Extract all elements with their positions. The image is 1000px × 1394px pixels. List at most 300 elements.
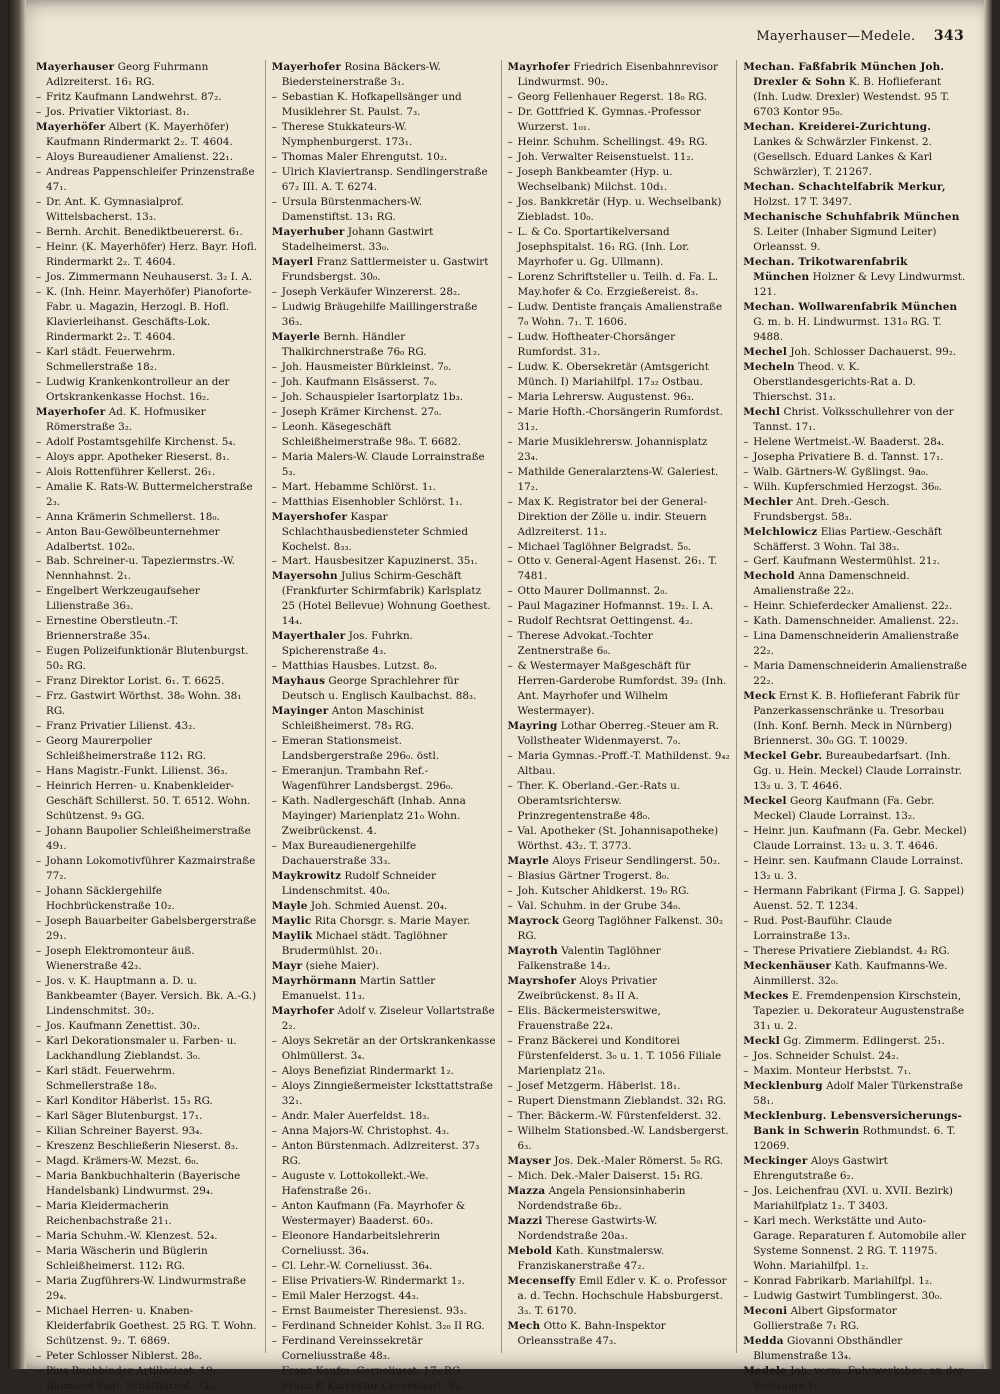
entry-surname: Mayerhofer [36,405,106,418]
directory-entry [272,255,496,285]
ditto-dash: – [36,1124,42,1137]
entry-text: Jos. Bankkretär (Hyp. u. Wechselbank) Ziebladst. 10₀. [517,195,722,223]
entry-text: Franz P. Korrektor Corneliusst. 9₃. [281,1379,463,1392]
entry-text: Therese Advokat.-Tochter Zentnerstraße 6₀. [517,630,653,658]
entry-text: Otto Maurer Dollmannst. 2₀. [517,585,668,598]
ditto-dash: – [36,1034,42,1047]
ditto-dash: – [36,1244,42,1257]
entry-text: Heinrich Herren- u. Knabenkleider-Geschäft Schillerst. 50. T. 6512. Wohn. Schützenst. 9₃ GG. [46,780,251,823]
directory-entry [272,1004,496,1034]
entry-surname: Mayr [271,960,303,973]
entry-surname: Mechl [743,405,781,418]
directory-sub-entry [508,300,732,330]
directory-sub-entry [36,375,260,405]
entry-text: Paul Magaziner Hofmannst. 19₂. I. A. [517,600,714,613]
directory-entry [743,569,967,599]
running-head-title: Mayerhauser—Medele. [756,29,916,44]
directory-sub-entry [743,1064,967,1079]
ditto-dash: – [271,150,277,163]
ditto-dash: – [271,285,277,298]
entry-surname: Mecheln [743,360,795,373]
entry-text: Leonh. Käsegeschäft Schleißheimerstraße 98₀. T. 6682. [281,420,462,448]
entry-text: Johann Säcklergehilfe Hochbrückenstraße 10₂. [46,885,175,913]
entry-text: Ther. K. Oberland.-Ger.-Rats u. Oberamtsrichtersw. Prinzregentenstraße 48₀. [517,780,681,823]
book-binding-shadow [8,0,26,1369]
entry-surname: Meckel [743,795,787,808]
ditto-dash: – [36,1169,42,1182]
directory-sub-entry [272,1169,496,1199]
entry-surname: Mebold [507,1244,553,1257]
entry-text: Andreas Pappenschleifer Prinzenstraße 47₁. [46,165,255,193]
ditto-dash: – [271,375,277,388]
entry-text: Joh. Schmied Auenst. 20₄. [307,900,448,913]
ditto-dash: – [36,780,42,793]
ditto-dash: – [507,885,513,898]
directory-sub-entry [508,749,732,779]
entry-text: Heinr. Schieferdecker Amalienst. 22₂. [753,600,953,613]
directory-sub-entry [743,854,967,884]
entry-text: Michael Taglöhner Belgradst. 5₀. [517,540,692,553]
directory-sub-entry [743,824,967,854]
directory-sub-entry [508,540,732,555]
entry-text: Gg. Zimmerm. Edlingerst. 25₁. [779,1034,945,1047]
directory-sub-entry [36,90,260,105]
entry-text: Bab. Schreiner-u. Tapeziermstrs.-W. Nennhahnst. 2₁. [46,555,235,583]
directory-sub-entry [508,1094,732,1109]
entry-surname: Mecenseffy [507,1274,576,1287]
entry-text: Maria Zugführers-W. Lindwurmstraße 29₄. [46,1274,246,1302]
entry-text: K. (Inh. Heinr. Mayerhöfer) Pianoforte-Fabr. u. Magazin, Herzogl. B. Hofl. Klavierleihanst. Geschäfts-Lok. Rindermarkt 2₂. T. 4604. [46,285,252,343]
directory-sub-entry [36,554,260,584]
directory-sub-entry [743,465,967,480]
entry-text: Joh. Schauspieler Isartorplatz 1b₃. [281,390,464,403]
directory-sub-entry [272,1319,496,1334]
directory-sub-entry [508,135,732,150]
ditto-dash: – [271,1304,277,1317]
directory-sub-entry [36,719,260,734]
ditto-dash: – [271,1064,277,1077]
entry-text: Lorenz Schriftsteller u. Teilh. d. Fa. L. May.hofer & Co. Erzgießereist. 8₃. [517,270,719,298]
directory-sub-entry [508,360,732,390]
directory-entry [272,674,496,704]
ditto-dash: – [507,1079,513,1092]
entry-text: Joh. vorm. Fuhrwerksbes. an der Schwaige 1₁. [753,1364,964,1392]
directory-sub-entry [36,1094,260,1109]
directory-sub-entry [508,150,732,165]
directory-entry [508,1244,732,1274]
entry-text: Ferdinand Schneider Kohlst. 3₂₀ II RG. [281,1319,485,1332]
directory-sub-entry [743,1274,967,1289]
directory-sub-entry [36,450,260,465]
directory-entry [272,929,496,959]
directory-sub-entry [508,390,732,405]
directory-sub-entry [36,854,260,884]
entry-text: Angela Pensionsinhaberin Nordendstraße 6b₂. [517,1184,686,1212]
entry-text: Ernst Baumeister Theresienst. 93₃. [281,1304,467,1317]
ditto-dash: – [507,630,513,643]
entry-text: Ther. Bäckerm.-W. Fürstenfelderst. 32. [517,1109,722,1122]
directory-sub-entry [36,584,260,614]
ditto-dash: – [36,435,42,448]
running-head [756,28,964,44]
directory-sub-entry [272,1259,496,1274]
entry-text: Jos. Leichenfrau (XVI. u. XVII. Bezirk) Mariahilfplatz 1₂. T 3403. [753,1184,953,1212]
entry-text: Aloys Zinngießermeister Icksttattstraße 32₁. [281,1079,493,1107]
directory-sub-entry [508,1169,732,1184]
ditto-dash: – [507,405,513,418]
directory-sub-entry [272,1124,496,1139]
entry-text: Rosina Bäckers-W. Biedersteinerstraße 3₁. [281,61,441,88]
entry-text: Ludw. Dentiste français Amalienstraße 7₀ Wohn. 7₁. T. 1606. [517,300,723,328]
directory-sub-entry [36,1274,260,1304]
ditto-dash: – [271,165,277,178]
column-1 [36,60,266,1392]
entry-text: Karl städt. Feuerwehrm. Schmellerstraße 18₂. [46,345,176,373]
entry-text: Anton Bürstenmach. Adlzreiterst. 37₃ RG. [281,1139,480,1167]
directory-sub-entry [272,1304,496,1319]
entry-surname: Mecklenburg [743,1079,823,1092]
entry-text: Ulrich Klaviertransp. Sendlingerstraße 67₂ III. A. T. 6274. [281,165,488,193]
ditto-dash: – [36,915,42,928]
directory-sub-entry [508,495,732,540]
directory-sub-entry [272,300,496,330]
ditto-dash: – [507,195,513,208]
entry-text: Aloys appr. Apotheker Rieserst. 8₁. [46,450,230,463]
entry-text: Elias Partiew.-Geschäft Schäfferst. 3 Wohn. Tal 38₃. [753,525,943,553]
directory-sub-entry [272,495,496,510]
entry-text: Bureaubedarfsart. (Inh. Gg. u. Hein. Meckel) Claude Lorrainstr. 13₂ u. 3. T. 4646. [753,750,962,793]
entry-text: Ernestine Oberstleutn.-T. Briennerstraße 35₄. [46,615,179,643]
directory-sub-entry [508,554,732,584]
directory-sub-entry [508,195,732,225]
entry-text: Karl städt. Feuerwehrm. Schmellerstraße 18₀. [46,1064,176,1092]
entry-surname: Meckl [743,1034,780,1047]
entry-text: & Westermayer Maßgeschäft für Herren-Garderobe Rumfordst. 39₂ (Inh. Ant. Mayrhofer und Wilhelm Westermayer). [517,660,727,718]
entry-text: Val. Apotheker (St. Johannisapotheke) Wörthst. 43₂. T. 3773. [517,825,719,853]
directory-sub-entry [272,1064,496,1079]
ditto-dash: – [743,915,749,928]
directory-sub-entry [272,1079,496,1109]
entry-surname: Meconi [743,1304,788,1317]
page-edge [984,0,992,1369]
directory-sub-entry [508,824,732,854]
ditto-dash: – [271,735,277,748]
entry-text: Aloys Sekretär an der Ortskrankenkasse Ohlmüllerst. 3₄. [281,1034,496,1062]
entry-surname: Mechan. Faßfabrik München Joh. Drexler & Sohn [743,61,945,88]
ditto-dash: – [507,1094,513,1107]
directory-sub-entry [508,599,732,614]
entry-text: Kath. Nadlergeschäft (Inhab. Anna Mayinger) Marienplatz 21₀ Wohn. Zweibrückenst. 4. [281,795,466,838]
ditto-dash: – [743,1064,749,1077]
ditto-dash: – [271,90,277,103]
ditto-dash: – [36,285,42,298]
directory-sub-entry [36,1154,260,1169]
ditto-dash: – [36,975,42,988]
entry-text: Georg Fellenhauer Regerst. 18₀ RG. [517,90,708,103]
entry-text: Lankes & Schwärzler Finkenst. 2. (Gesellsch. Eduard Lankes & Karl Schwärzler), T. 21267. [753,135,933,178]
directory-sub-entry [36,510,260,525]
directory-sub-entry [36,240,260,270]
directory-sub-entry [743,480,967,495]
ditto-dash: – [36,375,42,388]
entry-text: E. Fremdenpension Kirschstein, Tapezier. u. Dekorateur Augustenstraße 31₁ u. 2. [753,990,965,1032]
ditto-dash: – [507,540,513,553]
entry-surname: Mechold [743,570,795,583]
entry-text: Valentin Taglöhner Falkenstraße 14₂. [517,945,661,973]
ditto-dash: – [36,720,42,733]
ditto-dash: – [36,1020,42,1032]
entry-text: Joh. Kutscher Ahldkerst. 19₀ RG. [517,885,690,898]
entry-surname: Mayrle [507,855,550,868]
entry-text: Marie Hofth.-Chorsängerin Rumfordst. 31₂. [517,405,723,433]
entry-text: Adolf Maler Türkenstraße 58₁. [753,1079,964,1107]
ditto-dash: – [36,855,42,868]
ditto-dash: – [36,1349,42,1362]
entry-surname: Meckinger [743,1154,808,1167]
ditto-dash: – [36,195,42,208]
ditto-dash: – [743,825,749,838]
directory-entry [272,330,496,360]
directory-sub-entry [743,884,967,914]
ditto-dash: – [507,1109,513,1122]
directory-sub-entry [272,360,496,375]
directory-sub-entry [508,330,732,360]
column-3 [508,60,738,1353]
ditto-dash: – [36,555,42,568]
ditto-dash: – [36,525,42,538]
entry-text: Matthias Hausbes. Lutzst. 8₀. [281,660,438,673]
ditto-dash: – [743,435,749,448]
ditto-dash: – [271,1379,277,1392]
entry-text: Ferdinand Vereinssekretär Corneliusstraße 48₃. [281,1334,423,1362]
ditto-dash: – [507,555,513,568]
directory-sub-entry [508,614,732,629]
directory-sub-entry [272,285,496,300]
ditto-dash: – [36,645,42,658]
entry-surname: Mechel [743,345,788,358]
directory-sub-entry [272,794,496,839]
entry-text: Andr. Maler Auerfeldst. 18₃. [281,1109,430,1122]
ditto-dash: – [743,615,749,628]
entry-text: Michael städt. Taglöhner Brudermühlst. 20₁. [281,930,448,958]
directory-sub-entry [508,1109,732,1124]
directory-entry [743,120,967,180]
entry-text: Anton Kaufmann (Fa. Mayrhofer & Westermayer) Baaderst. 60₃. [281,1199,466,1227]
directory-sub-entry [36,1064,260,1094]
ditto-dash: – [271,1259,277,1272]
directory-sub-entry [36,1364,260,1379]
entry-text: Mart. Hebamme Schlörst. 1₁. [281,480,436,493]
entry-text: K. B. Hoflieferant (Inh. Ludw. Drexler) Westendst. 95 T. 6703 Kontor 95₀. [753,75,950,118]
entry-text: Wilh. Kupferschmied Herzogst. 36₀. [753,480,943,493]
directory-entry [272,60,496,90]
entry-text: Eleonore Handarbeitslehrerin Corneliusst. 36₄. [281,1229,441,1257]
directory-sub-entry [36,974,260,1019]
directory-entry [743,1079,967,1109]
directory-sub-entry [272,375,496,390]
ditto-dash: – [36,615,42,628]
entry-surname: Maylic [271,915,312,928]
ditto-dash: – [36,165,42,178]
directory-sub-entry [508,465,732,495]
directory-sub-entry [272,1379,496,1394]
entry-text: Walb. Gärtners-W. Gyßlingst. 9a₀. [753,465,929,478]
directory-entry [508,60,732,90]
ditto-dash: – [271,1334,277,1347]
directory-entry [508,1319,732,1349]
directory-entry [743,749,967,794]
entry-text: Bernh. Archit. Benediktbeuererst. 6₁. [46,225,243,238]
directory-sub-entry [508,584,732,599]
entry-text: Therese Gastwirts-W. Nordendstraße 20a₃. [517,1214,658,1242]
directory-sub-entry [36,480,260,510]
directory-entry [508,1214,732,1244]
ditto-dash: – [507,825,513,838]
entry-text: Georg Taglöhner Falkenst. 30₂ RG. [517,915,724,943]
ditto-dash: – [507,780,513,793]
ditto-dash: – [507,870,513,883]
entry-surname: Meckel Gebr. [743,750,823,763]
entry-text: Alois Rottenführer Kellerst. 26₁. [46,465,216,478]
entry-text: Anna Damenschneid. Amalienstraße 22₂. [753,570,910,598]
entry-text: Martin Sattler Emanuelst. 11₃. [281,975,436,1003]
directory-sub-entry [36,764,260,779]
entry-text: Aloys Bureaudiener Amalienst. 22₁. [46,150,233,163]
directory-entry [743,525,967,555]
ditto-dash: – [507,585,513,598]
directory-sub-entry [508,270,732,300]
entry-text: Sebastian K. Hofkapellsänger und Musiklehrer St. Paulst. 7₃. [281,90,462,118]
directory-sub-entry [36,614,260,644]
directory-sub-entry [36,824,260,854]
entry-text: Holzst. 17 T. 3497. [753,195,852,208]
ditto-dash: – [271,300,277,313]
directory-sub-entry [36,165,260,195]
ditto-dash: – [743,660,749,673]
directory-page [8,0,992,1392]
entry-text: Rudolf Rechtsrat Oettingenst. 4₂. [517,615,693,628]
entry-text: Jos. Kaufmann Zenettist. 30₂. [46,1020,201,1032]
directory-sub-entry [36,225,260,240]
entry-text: Giovanni Obsthändler Blumenstraße 13₄. [753,1334,903,1362]
entry-text: Joseph Verkäufer Winzererst. 28₂. [281,285,461,298]
directory-sub-entry [36,1229,260,1244]
ditto-dash: – [271,1079,277,1092]
directory-sub-entry [272,165,496,195]
ditto-dash: – [271,1124,277,1137]
directory-entry [272,569,496,629]
entry-text: Matthias Eisenhobler Schlörst. 1₁. [281,495,463,508]
entry-text: Heinr. Schuhm. Schellingst. 49₁ RG. [517,135,708,148]
entry-text: Anton Maschinist Schleißheimerst. 78₃ RG. [281,705,424,733]
directory-entry [743,1334,967,1364]
entry-text: Joseph Bauarbeiter Gabelsbergerstraße 29₁. [46,915,257,943]
directory-entry [743,989,967,1034]
ditto-dash: – [271,495,277,508]
entry-text: Ludwig Bräugehilfe Maillingerstraße 36₃. [281,300,478,328]
entry-text: Heinr. sen. Kaufmann Claude Lorrainst. 13₂ u. 3. [753,855,964,883]
ditto-dash: – [36,1274,42,1287]
directory-entry [508,1154,732,1169]
directory-entry [743,794,967,824]
entry-text: Kreszenz Beschließerin Nieserst. 8₃. [46,1139,239,1152]
directory-sub-entry [743,450,967,465]
ditto-dash: – [271,1109,277,1122]
ditto-dash: – [271,795,277,808]
directory-entry [743,60,967,120]
entry-text: Konrad Fabrikarb. Mariahilfpl. 1₂. [753,1274,933,1287]
ditto-dash: – [743,465,749,478]
directory-entry [272,869,496,899]
directory-sub-entry [743,1049,967,1064]
entry-text: Georg Fuhrmann Adlzreiterst. 16₁ RG. [46,61,209,88]
entry-surname: Mechan. Wollwarenfabrik München [743,300,958,313]
entry-surname: Meck [743,690,776,703]
entry-text: Auguste v. Lottokollekt.-We. Hafenstraße 26₁. [281,1169,429,1197]
entry-text: Mathilde Generalarztens-W. Galeriest. 17₂. [517,465,719,493]
entry-text: Johann Gastwirt Stadelheimerst. 33₀. [281,225,434,253]
ditto-dash: – [36,480,42,493]
entry-text: Aloys Privatier Zweibrückenst. 8₃ II A. [517,975,657,1003]
entry-surname: Mazza [507,1184,546,1197]
ditto-dash: – [743,480,749,493]
directory-sub-entry [36,1244,260,1274]
entry-text: Val. Schuhm. in der Grube 34₀. [517,900,681,913]
entry-text: Elis. Bäckermeisterswitwe, Frauenstraße 22₄. [517,1005,661,1032]
ditto-dash: – [507,150,513,163]
ditto-dash: – [36,225,42,238]
entry-surname: Mayring [507,720,558,733]
page-number: 343 [933,28,964,44]
directory-sub-entry [272,405,496,420]
entry-text: Bernh. Händler Thalkirchnerstraße 76₀ RG. [281,330,427,358]
directory-entry [36,405,260,435]
entry-text: Rud. Post-Bauführ. Claude Lorrainstraße 13₃. [753,915,893,943]
ditto-dash: – [271,360,277,373]
directory-sub-entry [743,629,967,659]
entry-text: Maria Schuhm.-W. Klenzest. 52₄. [46,1229,218,1242]
entry-text: Therese Stukkateurs-W. Nymphenburgerst. 173₁. [281,120,413,148]
ditto-dash: – [743,1214,749,1227]
ditto-dash: – [507,270,513,283]
directory-sub-entry [508,1079,732,1094]
entry-surname: Mechan. Schachtelfabrik Merkur, [743,180,946,193]
ditto-dash: – [507,165,513,178]
entry-surname: Mayser [507,1154,551,1167]
entry-surname: Mechan. Trikotwarenfabrik München [743,255,908,283]
entry-surname: Mayrock [507,915,560,928]
ditto-dash: – [36,690,42,703]
entry-text: Cl. Lehr.-W. Corneliusst. 36₄. [281,1259,433,1272]
directory-sub-entry [508,435,732,465]
directory-sub-entry [272,1229,496,1259]
directory-sub-entry [36,465,260,480]
ditto-dash: – [271,1139,277,1152]
entry-surname: Medda [743,1334,784,1347]
ditto-dash: – [271,1169,277,1182]
entry-text: Joseph Krämer Kirchenst. 27₀. [281,405,442,418]
entry-text: Anton Bau-Gewölbeunternehmer Adalbertst. 102₀. [46,525,220,553]
entry-text: (siehe Maier). [302,960,380,973]
entry-text: Amalie K. Rats-W. Buttermelcherstraße 2₃. [46,480,253,508]
entry-text: Mart. Hausbesitzer Kapuzinerst. 35₁. [281,555,478,568]
entry-text: Franz Sattlermeister u. Gastwirt Frundsbergst. 30₀. [281,255,489,283]
entry-text: Joseph Bankbeamter (Hyp. u. Wechselbank) Milchst. 10d₁. [517,165,673,193]
directory-sub-entry [36,1019,260,1034]
ditto-dash: – [36,450,42,463]
entry-text: L. & Co. Sportartikelversand Josephspitalst. 16₁ RG. (Inh. Lor. Mayrhofer u. Gg. Ullmann). [517,225,690,268]
entry-text: Joh. Kaufmann Elsässerst. 7₀. [281,375,438,388]
